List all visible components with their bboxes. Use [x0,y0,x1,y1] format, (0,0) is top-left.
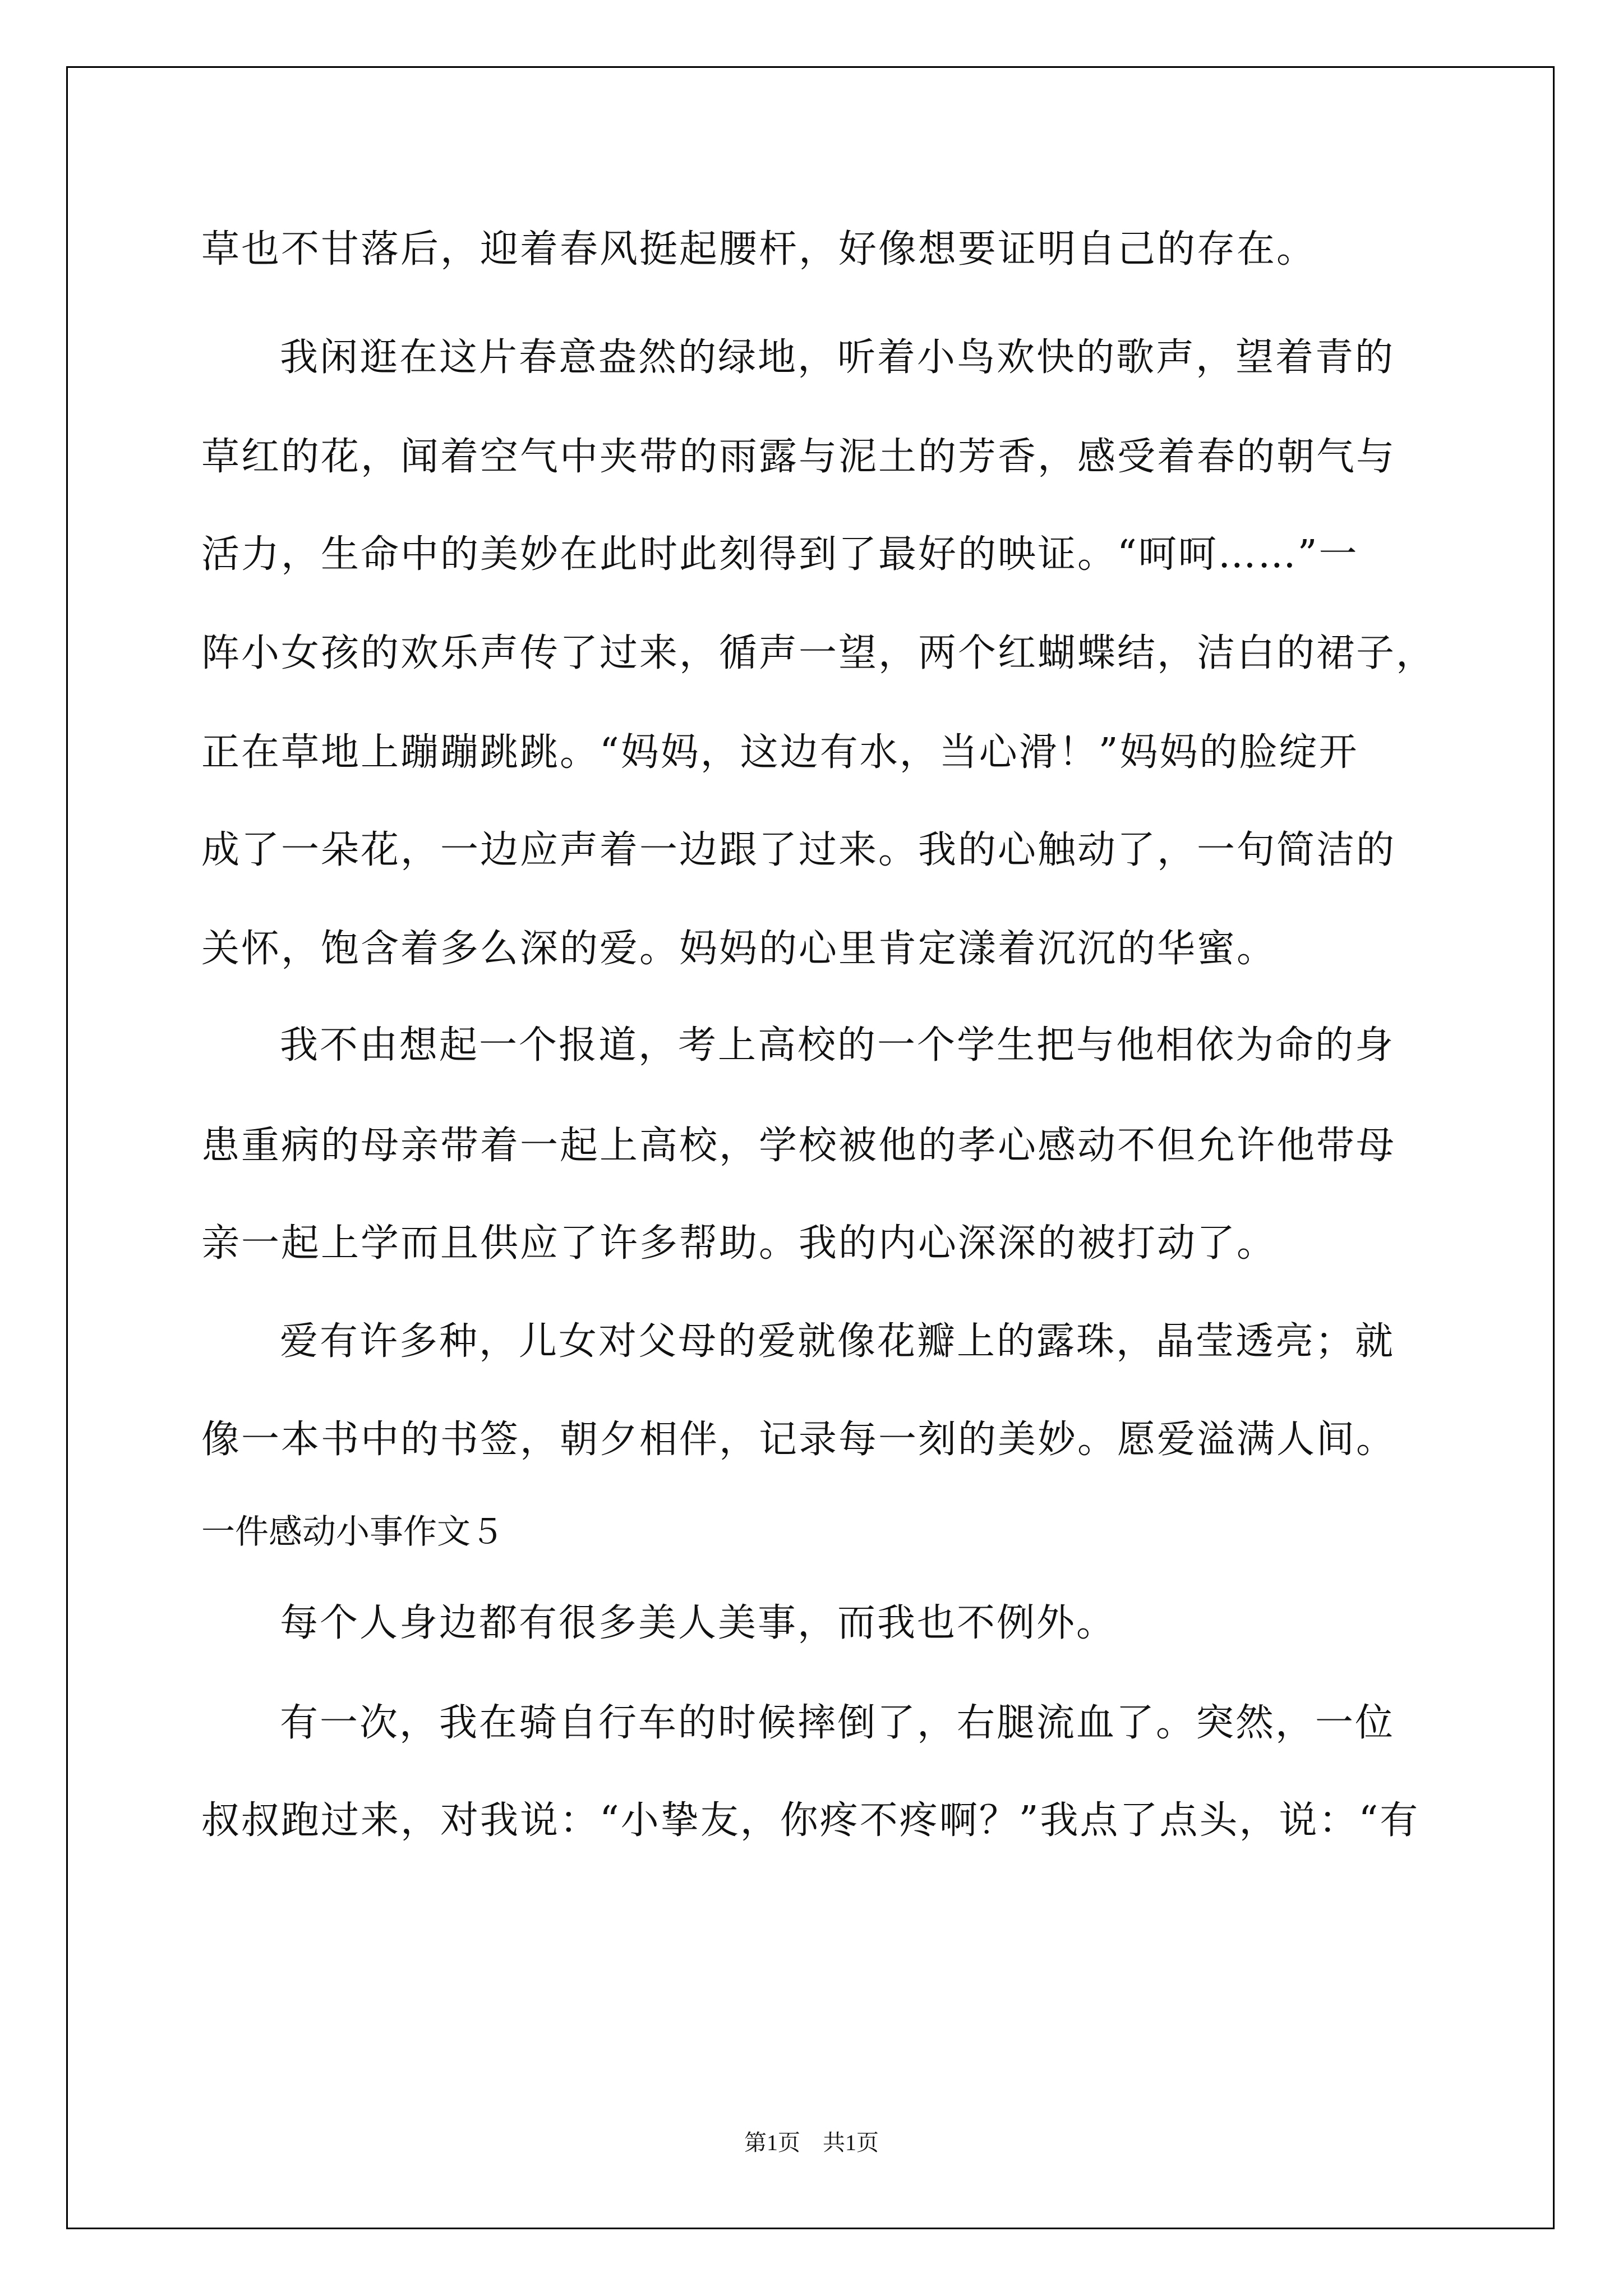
paragraph-line-2: 我闲逛在这片春意盎然的绿地，听着小鸟欢快的歌声，望着青的 [280,335,1395,380]
paragraph-line-3: 草红的花，闻着空气中夹带的雨露与泥土的芳香，感受着春的朝气与 [201,435,1396,479]
paragraph-line-8: 关怀，饱含着多么深的爱。妈妈的心里肯定漾着沉沉的华蜜。 [201,927,1277,971]
paragraph-line-12: 爱有许多种，儿女对父母的爱就像花瓣上的露珠，晶莹透亮；就 [280,1319,1395,1364]
paragraph-line-6: 正在草地上蹦蹦跳跳。“妈妈，这边有水，当心滑！”妈妈的脸绽开 [201,730,1359,775]
paragraph-line-14: 每个人身边都有很多美人美事，而我也不例外。 [280,1601,1117,1645]
page-footer: 第1页 共1页 [744,2130,879,2155]
section-heading: 一件感动小事作文５ [201,1512,504,1552]
paragraph-line-5: 阵小女孩的欢乐声传了过来，循声一望，两个红蝴蝶结，洁白的裙子， [201,631,1436,675]
paragraph-line-4: 活力，生命中的美妙在此时此刻得到了最好的映证。“呵呵……”一 [201,532,1359,577]
paragraph-line-1: 草也不甘落后，迎着春风挺起腰杆，好像想要证明自己的存在。 [201,227,1317,272]
paragraph-line-10: 患重病的母亲带着一起上高校，学校被他的孝心感动不但允许他带母 [201,1124,1396,1168]
paragraph-line-16: 叔叔跑过来，对我说：“小挚友，你疼不疼啊？”我点了点头，说：“有 [201,1798,1420,1843]
paragraph-line-15: 有一次，我在骑自行车的时候摔倒了，右腿流血了。突然，一位 [280,1701,1395,1745]
paragraph-line-7: 成了一朵花，一边应声着一边跟了过来。我的心触动了，一句简洁的 [201,828,1396,872]
paragraph-line-11: 亲一起上学而且供应了许多帮助。我的内心深深的被打动了。 [201,1221,1277,1266]
paragraph-line-9: 我不由想起一个报道，考上高校的一个学生把与他相依为命的身 [280,1023,1395,1068]
paragraph-line-13: 像一本书中的书签，朝夕相伴，记录每一刻的美妙。愿爱溢满人间。 [201,1418,1396,1462]
